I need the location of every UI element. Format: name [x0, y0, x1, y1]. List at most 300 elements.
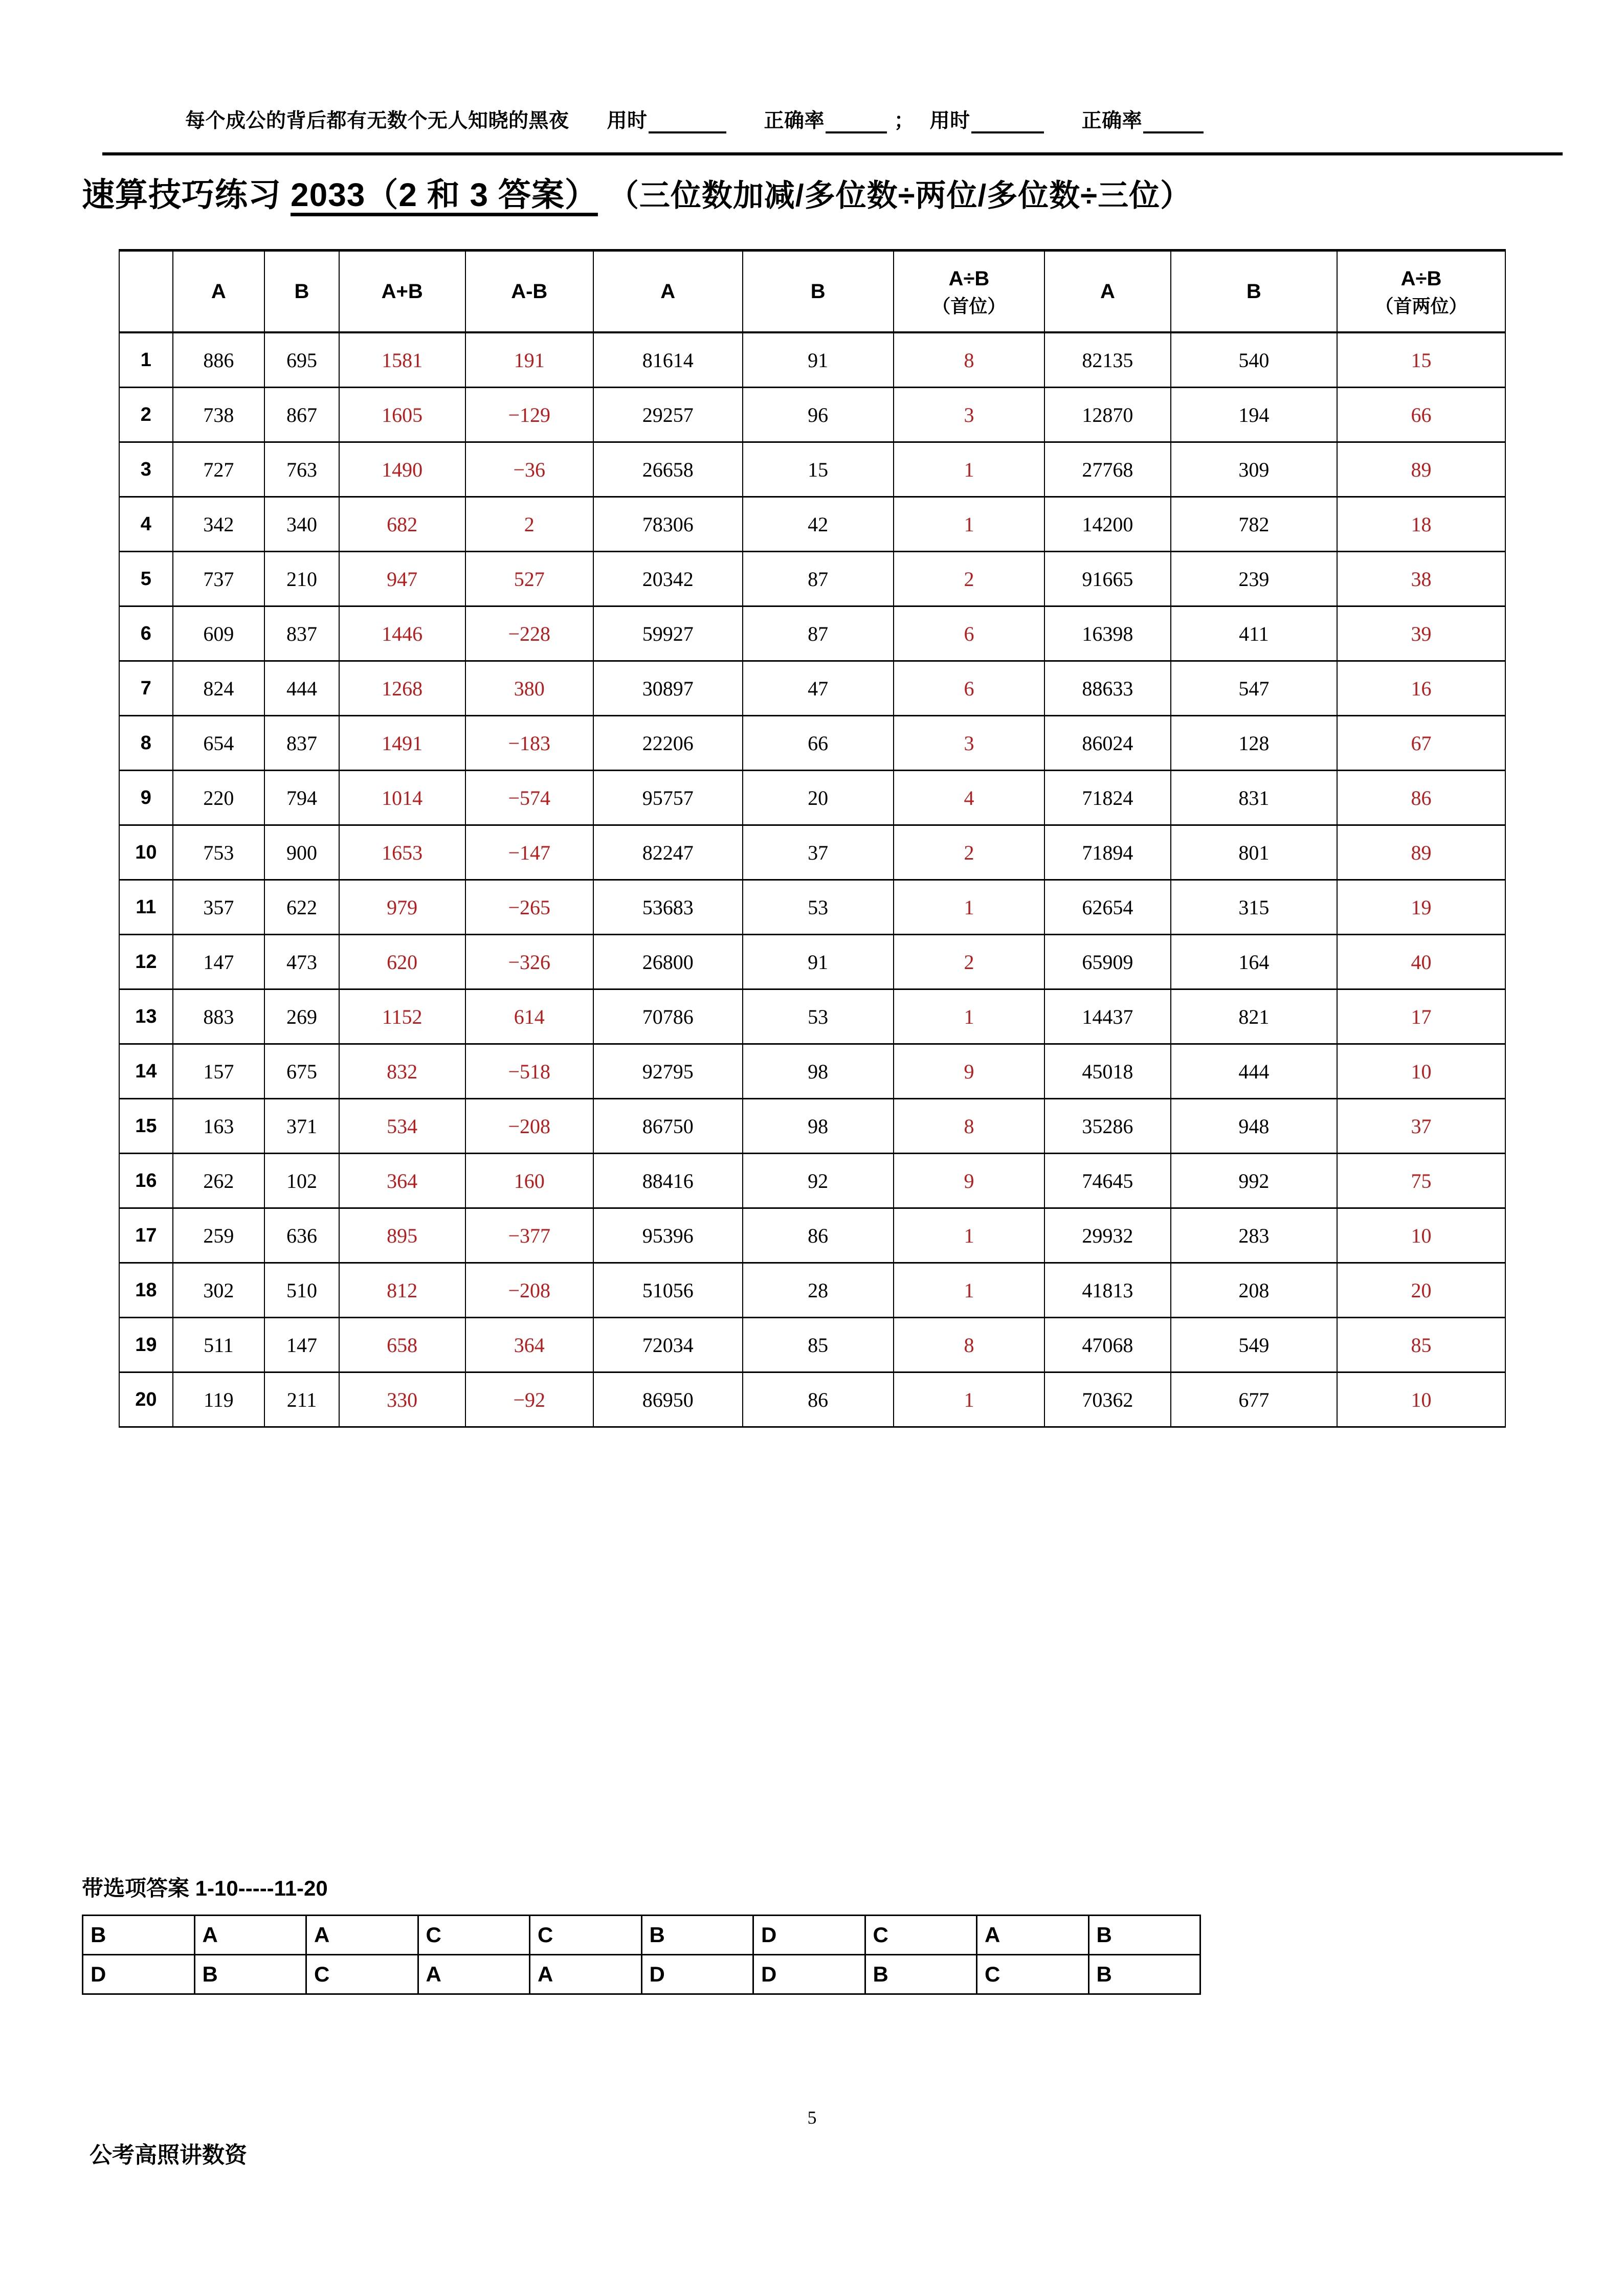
col-header-a3: A	[1044, 251, 1171, 333]
choice-answer-cell: A	[977, 1916, 1089, 1955]
cell-sum-answer: 364	[339, 1154, 465, 1208]
cell-sum-answer: 534	[339, 1099, 465, 1154]
cell-quotient-first-two-digits-answer: 10	[1337, 1044, 1505, 1099]
cell-a2: 88416	[593, 1154, 743, 1208]
cell-diff-answer: −129	[465, 388, 593, 442]
cell-sum-answer: 1268	[339, 661, 465, 716]
cell-quotient-first-two-digits-answer: 89	[1337, 825, 1505, 880]
cell-diff-answer: 160	[465, 1154, 593, 1208]
cell-a3: 71894	[1044, 825, 1171, 880]
cell-b3: 315	[1171, 880, 1337, 935]
cell-b1: 636	[264, 1208, 339, 1263]
cell-a2: 86750	[593, 1099, 743, 1154]
row-index: 5	[119, 552, 173, 606]
cell-b3: 444	[1171, 1044, 1337, 1099]
row-index: 16	[119, 1154, 173, 1208]
col-header-b3: B	[1171, 251, 1337, 333]
cell-b3: 549	[1171, 1318, 1337, 1372]
cell-a1: 262	[173, 1154, 264, 1208]
choice-answer-cell: B	[865, 1955, 977, 1994]
cell-a1: 357	[173, 880, 264, 935]
title-subtitle-text: （三位数加减/多位数÷两位/多位数÷三位）	[608, 178, 1192, 213]
cell-a3: 45018	[1044, 1044, 1171, 1099]
cell-a3: 62654	[1044, 880, 1171, 935]
choice-answer-cell: C	[530, 1916, 642, 1955]
cell-a2: 70786	[593, 989, 743, 1044]
cell-a3: 86024	[1044, 716, 1171, 771]
choice-answer-cell: A	[194, 1916, 306, 1955]
cell-b2: 86	[743, 1372, 894, 1427]
table-row	[119, 332, 1505, 388]
cell-b2: 42	[743, 497, 894, 552]
cell-quotient-first-digit-answer: 1	[894, 442, 1044, 497]
cell-quotient-first-two-digits-answer: 38	[1337, 552, 1505, 606]
cell-quotient-first-two-digits-answer: 75	[1337, 1154, 1505, 1208]
col-header-quotient-first-two-digits-main: A÷B	[1400, 267, 1442, 290]
cell-a3: 14200	[1044, 497, 1171, 552]
cell-quotient-first-two-digits-answer: 10	[1337, 1208, 1505, 1263]
cell-a2: 78306	[593, 497, 743, 552]
cell-b1: 900	[264, 825, 339, 880]
cell-a3: 74645	[1044, 1154, 1171, 1208]
cell-b3: 782	[1171, 497, 1337, 552]
cell-quotient-first-digit-answer: 1	[894, 880, 1044, 935]
cell-sum-answer: 812	[339, 1263, 465, 1318]
cell-a1: 163	[173, 1099, 264, 1154]
table-row	[119, 606, 1505, 661]
table-row	[119, 935, 1505, 989]
page-title	[82, 169, 1596, 216]
cell-sum-answer: 1152	[339, 989, 465, 1044]
cell-a3: 71824	[1044, 771, 1171, 825]
cell-b1: 211	[264, 1372, 339, 1427]
cell-diff-answer: −208	[465, 1099, 593, 1154]
cell-b1: 371	[264, 1099, 339, 1154]
cell-quotient-first-digit-answer: 1	[894, 1208, 1044, 1263]
choice-answer-cell: C	[977, 1955, 1089, 1994]
col-header-index	[119, 251, 173, 333]
cell-b3: 821	[1171, 989, 1337, 1044]
header-divider-rule	[102, 152, 1563, 155]
header-separator: ；	[894, 110, 915, 132]
cell-a1: 654	[173, 716, 264, 771]
table-row	[119, 661, 1505, 716]
cell-quotient-first-two-digits-answer: 40	[1337, 935, 1505, 989]
cell-a1: 302	[173, 1263, 264, 1318]
cell-b2: 15	[743, 442, 894, 497]
cell-quotient-first-digit-answer: 8	[894, 332, 1044, 388]
cell-a2: 72034	[593, 1318, 743, 1372]
col-header-quotient-first-digit-sub: （首位）	[932, 295, 1006, 317]
col-header-quotient-first-digit-main: A÷B	[948, 267, 990, 290]
table-row	[119, 989, 1505, 1044]
cell-sum-answer: 1446	[339, 606, 465, 661]
cell-diff-answer: −183	[465, 716, 593, 771]
choice-answer-cell: C	[865, 1916, 977, 1955]
cell-b2: 20	[743, 771, 894, 825]
cell-b3: 309	[1171, 442, 1337, 497]
header-line	[102, 105, 1563, 133]
cell-quotient-first-two-digits-answer: 67	[1337, 716, 1505, 771]
cell-quotient-first-digit-answer: 1	[894, 497, 1044, 552]
cell-a3: 12870	[1044, 388, 1171, 442]
cell-b3: 992	[1171, 1154, 1337, 1208]
row-index: 14	[119, 1044, 173, 1099]
cell-diff-answer: −265	[465, 880, 593, 935]
cell-a3: 47068	[1044, 1318, 1171, 1372]
cell-a2: 51056	[593, 1263, 743, 1318]
cell-diff-answer: 364	[465, 1318, 593, 1372]
cell-sum-answer: 979	[339, 880, 465, 935]
cell-b1: 340	[264, 497, 339, 552]
cell-diff-answer: 2	[465, 497, 593, 552]
cell-sum-answer: 1014	[339, 771, 465, 825]
header-time-field-2	[930, 105, 1044, 133]
cell-quotient-first-digit-answer: 2	[894, 825, 1044, 880]
header-time-label-2: 用时	[929, 110, 970, 132]
choice-answer-cell: B	[194, 1955, 306, 1994]
cell-a1: 147	[173, 935, 264, 989]
table-row	[119, 825, 1505, 880]
cell-quotient-first-digit-answer: 1	[894, 1372, 1044, 1427]
choice-answer-cell: B	[641, 1916, 753, 1955]
cell-quotient-first-digit-answer: 2	[894, 552, 1044, 606]
col-header-b2: B	[743, 251, 894, 333]
cell-b2: 85	[743, 1318, 894, 1372]
table-row	[119, 1263, 1505, 1318]
cell-a1: 259	[173, 1208, 264, 1263]
cell-a1: 727	[173, 442, 264, 497]
cell-sum-answer: 947	[339, 552, 465, 606]
cell-a2: 81614	[593, 332, 743, 388]
row-index: 7	[119, 661, 173, 716]
cell-sum-answer: 620	[339, 935, 465, 989]
header-motto: 每个成公的背后都有无数个无人知晓的黑夜	[185, 110, 569, 132]
table-row	[119, 1044, 1505, 1099]
header-accuracy-label-2: 正确率	[1081, 110, 1143, 132]
cell-a2: 59927	[593, 606, 743, 661]
title-main-text: 速算技巧练习	[82, 176, 281, 213]
choice-answer-cell: D	[753, 1955, 865, 1994]
cell-b1: 622	[264, 880, 339, 935]
cell-b1: 444	[264, 661, 339, 716]
choice-answer-cell: D	[753, 1916, 865, 1955]
cell-a2: 20342	[593, 552, 743, 606]
row-index: 2	[119, 388, 173, 442]
row-index: 1	[119, 332, 173, 388]
footer-brand: 公考高照讲数资	[90, 2143, 247, 2168]
table-row	[119, 552, 1505, 606]
cell-a1: 157	[173, 1044, 264, 1099]
cell-quotient-first-two-digits-answer: 66	[1337, 388, 1505, 442]
cell-diff-answer: 614	[465, 989, 593, 1044]
cell-b3: 677	[1171, 1372, 1337, 1427]
cell-b3: 194	[1171, 388, 1337, 442]
cell-quotient-first-two-digits-answer: 18	[1337, 497, 1505, 552]
table-row	[119, 388, 1505, 442]
practice-table-body	[119, 332, 1505, 1427]
cell-b3: 239	[1171, 552, 1337, 606]
cell-quotient-first-digit-answer: 1	[894, 989, 1044, 1044]
cell-diff-answer: −36	[465, 442, 593, 497]
cell-a2: 53683	[593, 880, 743, 935]
header-time-blank-2[interactable]	[971, 116, 1044, 133]
cell-b1: 837	[264, 606, 339, 661]
choice-answer-cell: D	[641, 1955, 753, 1994]
cell-diff-answer: −208	[465, 1263, 593, 1318]
cell-quotient-first-two-digits-answer: 10	[1337, 1372, 1505, 1427]
col-header-sum: A+B	[339, 251, 465, 333]
cell-a1: 738	[173, 388, 264, 442]
header-time-label-1: 用时	[607, 110, 648, 132]
cell-b2: 66	[743, 716, 894, 771]
cell-quotient-first-two-digits-answer: 16	[1337, 661, 1505, 716]
cell-diff-answer: 191	[465, 332, 593, 388]
header-accuracy-blank-1[interactable]	[826, 116, 887, 133]
cell-a3: 91665	[1044, 552, 1171, 606]
header-time-field-1	[607, 105, 726, 133]
cell-quotient-first-two-digits-answer: 89	[1337, 442, 1505, 497]
cell-a1: 511	[173, 1318, 264, 1372]
cell-quotient-first-digit-answer: 6	[894, 606, 1044, 661]
cell-b1: 147	[264, 1318, 339, 1372]
row-index: 11	[119, 880, 173, 935]
cell-b1: 675	[264, 1044, 339, 1099]
row-index: 19	[119, 1318, 173, 1372]
cell-quotient-first-two-digits-answer: 20	[1337, 1263, 1505, 1318]
cell-diff-answer: 380	[465, 661, 593, 716]
cell-sum-answer: 895	[339, 1208, 465, 1263]
row-index: 12	[119, 935, 173, 989]
table-row	[119, 716, 1505, 771]
cell-a1: 609	[173, 606, 264, 661]
cell-b1: 102	[264, 1154, 339, 1208]
cell-a2: 26658	[593, 442, 743, 497]
choice-answer-cell: B	[83, 1916, 195, 1955]
table-row	[119, 1154, 1505, 1208]
cell-sum-answer: 682	[339, 497, 465, 552]
cell-quotient-first-digit-answer: 1	[894, 1263, 1044, 1318]
cell-sum-answer: 1653	[339, 825, 465, 880]
row-index: 4	[119, 497, 173, 552]
cell-b1: 210	[264, 552, 339, 606]
cell-b2: 47	[743, 661, 894, 716]
header-accuracy-blank-2[interactable]	[1143, 116, 1204, 133]
cell-a2: 86950	[593, 1372, 743, 1427]
cell-a3: 82135	[1044, 332, 1171, 388]
header-accuracy-field-1	[764, 105, 887, 133]
cell-b2: 91	[743, 332, 894, 388]
table-row	[119, 1372, 1505, 1427]
cell-b1: 867	[264, 388, 339, 442]
cell-b1: 473	[264, 935, 339, 989]
cell-b2: 87	[743, 552, 894, 606]
cell-b3: 283	[1171, 1208, 1337, 1263]
cell-a1: 220	[173, 771, 264, 825]
cell-quotient-first-two-digits-answer: 86	[1337, 771, 1505, 825]
cell-a2: 29257	[593, 388, 743, 442]
cell-b3: 831	[1171, 771, 1337, 825]
row-index: 15	[119, 1099, 173, 1154]
cell-diff-answer: −228	[465, 606, 593, 661]
cell-sum-answer: 832	[339, 1044, 465, 1099]
cell-a3: 65909	[1044, 935, 1171, 989]
table-row	[119, 1318, 1505, 1372]
row-index: 20	[119, 1372, 173, 1427]
choice-answer-cell: A	[530, 1955, 642, 1994]
cell-b2: 98	[743, 1044, 894, 1099]
cell-b3: 164	[1171, 935, 1337, 989]
row-index: 10	[119, 825, 173, 880]
cell-a1: 883	[173, 989, 264, 1044]
cell-a1: 824	[173, 661, 264, 716]
choice-answer-cell: B	[1088, 1955, 1200, 1994]
cell-quotient-first-two-digits-answer: 37	[1337, 1099, 1505, 1154]
cell-sum-answer: 1490	[339, 442, 465, 497]
cell-a3: 16398	[1044, 606, 1171, 661]
cell-b2: 86	[743, 1208, 894, 1263]
cell-sum-answer: 330	[339, 1372, 465, 1427]
cell-b3: 540	[1171, 332, 1337, 388]
cell-quotient-first-digit-answer: 8	[894, 1318, 1044, 1372]
cell-b2: 98	[743, 1099, 894, 1154]
cell-diff-answer: −518	[465, 1044, 593, 1099]
col-header-a2: A	[593, 251, 743, 333]
header-accuracy-label-1: 正确率	[764, 110, 825, 132]
page-number: 5	[807, 2107, 817, 2128]
table-row	[119, 771, 1505, 825]
cell-b1: 837	[264, 716, 339, 771]
col-header-diff: A-B	[465, 251, 593, 333]
cell-b2: 53	[743, 880, 894, 935]
row-index: 6	[119, 606, 173, 661]
row-index: 9	[119, 771, 173, 825]
cell-quotient-first-digit-answer: 4	[894, 771, 1044, 825]
cell-quotient-first-two-digits-answer: 15	[1337, 332, 1505, 388]
table-row	[119, 442, 1505, 497]
cell-a3: 29932	[1044, 1208, 1171, 1263]
cell-b2: 37	[743, 825, 894, 880]
cell-a1: 342	[173, 497, 264, 552]
cell-b2: 91	[743, 935, 894, 989]
cell-b2: 28	[743, 1263, 894, 1318]
table-row	[119, 1099, 1505, 1154]
cell-sum-answer: 1605	[339, 388, 465, 442]
cell-b1: 794	[264, 771, 339, 825]
choice-answers-label: 带选项答案 1-10-----11-20	[82, 1876, 328, 1900]
table-header-row	[119, 251, 1505, 333]
table-row	[119, 497, 1505, 552]
col-header-quotient-first-digit	[894, 251, 1044, 333]
choice-answer-cell: B	[1088, 1916, 1200, 1955]
cell-a2: 22206	[593, 716, 743, 771]
header-accuracy-field-2	[1082, 105, 1204, 133]
cell-diff-answer: 527	[465, 552, 593, 606]
cell-a2: 26800	[593, 935, 743, 989]
row-index: 18	[119, 1263, 173, 1318]
cell-a3: 41813	[1044, 1263, 1171, 1318]
col-header-b1: B	[264, 251, 339, 333]
row-index: 13	[119, 989, 173, 1044]
col-header-quotient-first-two-digits-sub: （首两位）	[1375, 295, 1467, 317]
cell-a2: 95757	[593, 771, 743, 825]
cell-quotient-first-two-digits-answer: 85	[1337, 1318, 1505, 1372]
row-index: 3	[119, 442, 173, 497]
row-index: 17	[119, 1208, 173, 1263]
cell-sum-answer: 1491	[339, 716, 465, 771]
choice-answer-cell: A	[306, 1916, 418, 1955]
cell-sum-answer: 658	[339, 1318, 465, 1372]
cell-a2: 30897	[593, 661, 743, 716]
cell-b1: 695	[264, 332, 339, 388]
cell-b3: 208	[1171, 1263, 1337, 1318]
cell-b3: 547	[1171, 661, 1337, 716]
choice-answer-row	[83, 1916, 1200, 1955]
cell-sum-answer: 1581	[339, 332, 465, 388]
cell-quotient-first-digit-answer: 2	[894, 935, 1044, 989]
cell-b3: 128	[1171, 716, 1337, 771]
running-header	[102, 105, 1563, 154]
choice-answers-table	[82, 1915, 1201, 1995]
cell-b1: 763	[264, 442, 339, 497]
cell-quotient-first-digit-answer: 3	[894, 388, 1044, 442]
cell-b2: 92	[743, 1154, 894, 1208]
cell-a1: 119	[173, 1372, 264, 1427]
choice-answer-cell: C	[306, 1955, 418, 1994]
cell-b3: 801	[1171, 825, 1337, 880]
table-row	[119, 1208, 1505, 1263]
cell-a3: 14437	[1044, 989, 1171, 1044]
cell-b2: 96	[743, 388, 894, 442]
cell-a1: 737	[173, 552, 264, 606]
practice-table	[119, 249, 1506, 1428]
cell-b1: 269	[264, 989, 339, 1044]
table-row	[119, 880, 1505, 935]
cell-diff-answer: −377	[465, 1208, 593, 1263]
col-header-quotient-first-two-digits	[1337, 251, 1505, 333]
cell-b2: 87	[743, 606, 894, 661]
cell-a1: 753	[173, 825, 264, 880]
cell-quotient-first-digit-answer: 6	[894, 661, 1044, 716]
col-header-a1: A	[173, 251, 264, 333]
cell-a2: 92795	[593, 1044, 743, 1099]
header-time-blank-1[interactable]	[649, 116, 726, 133]
cell-b3: 948	[1171, 1099, 1337, 1154]
choice-answer-row	[83, 1955, 1200, 1994]
cell-b1: 510	[264, 1263, 339, 1318]
cell-quotient-first-digit-answer: 9	[894, 1154, 1044, 1208]
cell-diff-answer: −147	[465, 825, 593, 880]
cell-quotient-first-digit-answer: 3	[894, 716, 1044, 771]
cell-a2: 95396	[593, 1208, 743, 1263]
choice-answer-cell: D	[83, 1955, 195, 1994]
cell-diff-answer: −574	[465, 771, 593, 825]
cell-quotient-first-digit-answer: 9	[894, 1044, 1044, 1099]
choice-answers-body	[83, 1916, 1200, 1994]
cell-a3: 88633	[1044, 661, 1171, 716]
cell-a2: 82247	[593, 825, 743, 880]
title-code-text: 2033（2 和 3 答案）	[291, 176, 598, 213]
cell-a3: 27768	[1044, 442, 1171, 497]
cell-b2: 53	[743, 989, 894, 1044]
cell-diff-answer: −92	[465, 1372, 593, 1427]
cell-diff-answer: −326	[465, 935, 593, 989]
cell-quotient-first-digit-answer: 8	[894, 1099, 1044, 1154]
cell-quotient-first-two-digits-answer: 39	[1337, 606, 1505, 661]
row-index: 8	[119, 716, 173, 771]
cell-a1: 886	[173, 332, 264, 388]
choice-answer-cell: C	[418, 1916, 530, 1955]
